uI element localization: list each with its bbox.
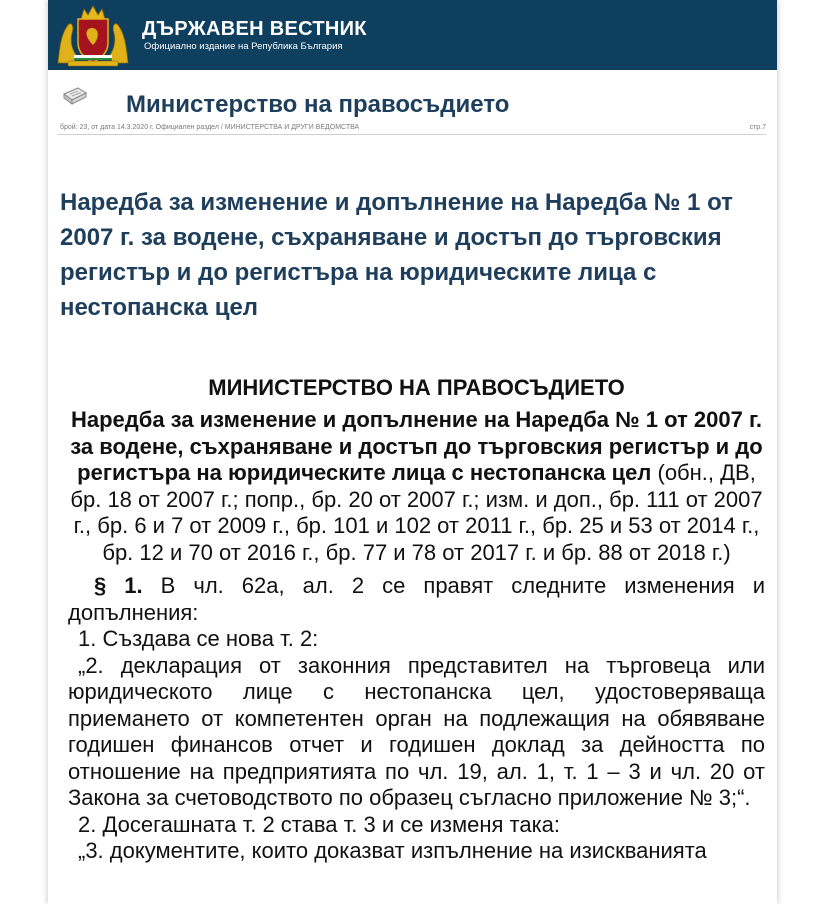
section-title: Министерство на правосъдието: [126, 91, 510, 118]
document-title: Наредба за изменение и допълнение на Наредба № 1 от 2007 г. за водене, съхраняване и достъп до търговския регистър и до регистъра на юридическите лица с нестопанска цел: [60, 189, 733, 321]
brand-subtitle: Официално издание на Република България: [144, 41, 343, 52]
brand-title[interactable]: ДЪРЖАВЕН ВЕСТНИК: [142, 18, 367, 40]
item-2: 2. Досегашната т. 2 става т. 3 и се изменя така:: [78, 811, 561, 837]
page-frame: [48, 0, 777, 904]
paragraph-1-label: § 1.: [94, 573, 143, 598]
divider: [58, 134, 766, 135]
paragraph-1-text: В чл. 62а, ал. 2 се правят следните изменения и допълнения:: [68, 573, 766, 625]
item-1: 1. Създава се нова т. 2:: [78, 626, 319, 651]
page-number: стр.7: [749, 124, 766, 131]
coat-of-arms-icon[interactable]: [54, 3, 132, 67]
document-body: [68, 372, 765, 865]
ordinance-block: [68, 407, 765, 566]
newspaper-icon: [62, 86, 88, 106]
ordinance-note: (обн., ДВ, бр. 18 от 2007 г.; попр., бр. 20 от 2007 г.; изм. и доп., бр. 111 от 2007 г., бр. 6 и 7 от 2009 г., бр. 101 и 102 от 2011 г., бр. 25 и 53 от 2014 г., бр. 12 и 70 от 2016 г., бр. 77 и 78 от 2017 г. и бр. 88 от 2018 г.): [70, 460, 763, 565]
paragraph-1: [68, 573, 765, 626]
item-1-quote: „2. декларация от законния представител на търговеца или юридическото лице с нестопанска цел, удостоверяваща приемането от компетентен орган на подлежащия на обявяване годишен финансов отчет и годишен доклад за дейността по отношение на предприятията по чл. 19, ал. 1, т. 1 – 3 и чл. 20 от Закона за счетоводството по образец съгласно приложение № 3;“.: [68, 652, 765, 810]
item-2-quote: „3. документите, които доказват изпълнение на изискванията: [78, 838, 707, 863]
ordinance-name: Наредба за изменение и допълнение на Наредба № 1 от 2007 г. за водене, съхраняване и достъп до търговския регистър и до регистъра на юридическите лица с нестопанска цел: [70, 407, 763, 485]
site-header: [48, 0, 777, 70]
issue-info[interactable]: брой: 23, от дата 14.3.2020 г. Официален раздел / МИНИСТЕРСТВА И ДРУГИ ВЕДОМСТВА: [60, 124, 360, 131]
ministry-heading: МИНИСТЕРСТВО НА ПРАВОСЪДИЕТО: [208, 375, 625, 400]
